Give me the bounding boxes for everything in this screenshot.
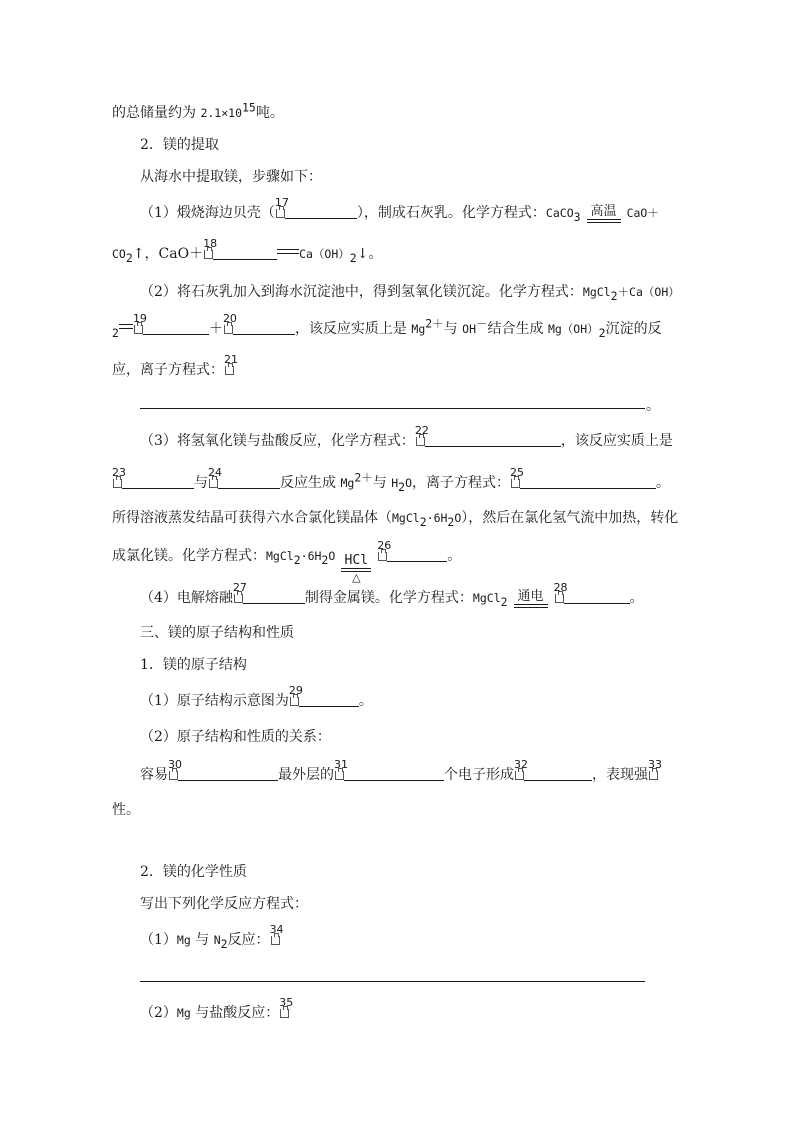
text: 沉淀的反 (605, 321, 662, 337)
subscript: 2 (112, 325, 119, 340)
text: 与 (443, 321, 463, 337)
text: MgCl (582, 285, 611, 299)
subscript: 2 (610, 288, 618, 303)
text-line (112, 353, 238, 380)
answer-blank[interactable] (299, 692, 359, 707)
text: Mg (340, 476, 355, 490)
text: Mg (176, 1006, 191, 1020)
answer-marker (334, 758, 348, 781)
marker-number: 30 (168, 758, 182, 771)
text-line (112, 237, 383, 265)
text-line (140, 894, 308, 914)
text-line (112, 466, 671, 494)
text: Mg（OH） (547, 322, 599, 336)
answer-marker (288, 684, 303, 707)
marker-number: 28 (553, 581, 568, 594)
heat-icon: △ (352, 571, 361, 584)
text: 反应： (227, 932, 270, 948)
text: H (391, 476, 399, 490)
subscript: 2 (349, 250, 357, 265)
marker-box-icon (511, 479, 520, 488)
answer-line[interactable] (140, 981, 645, 982)
marker-number: 23 (112, 466, 126, 479)
text-line (112, 312, 662, 340)
answer-marker (274, 196, 289, 219)
text: （1）煅烧海边贝壳（ (140, 205, 275, 221)
marker-box-icon (209, 479, 218, 488)
marker-box-icon (169, 771, 178, 780)
reaction-arrow (587, 219, 621, 223)
answer-blank[interactable] (233, 320, 295, 335)
section-heading (140, 655, 247, 675)
condition-text: 高温 (590, 204, 617, 219)
marker-box-icon (225, 366, 234, 375)
text-line (140, 727, 331, 747)
text-line (646, 396, 660, 416)
text: 三、镁的原子结构和性质 (140, 625, 294, 641)
answer-blank[interactable] (218, 474, 280, 489)
text: （1） (140, 932, 177, 948)
subscript: 2 (398, 479, 406, 494)
marker-number: 21 (224, 353, 238, 366)
subscript: 2 (293, 552, 301, 567)
text: （2）原子结构和性质的关系： (140, 729, 331, 745)
text-line (140, 282, 680, 302)
text: 应，离子方程式： (112, 362, 224, 378)
text: ·6H (426, 511, 448, 525)
text: 所得溶液蒸发结晶可获得六水合氯化镁晶体（ (112, 510, 392, 526)
text: 2.1×10 (200, 106, 242, 120)
text-line (140, 996, 294, 1023)
text: （4）电解熔融 (140, 590, 233, 606)
text: MgCl (472, 591, 501, 605)
marker-box-icon (335, 771, 344, 780)
text: 。 (447, 548, 462, 564)
subscript: 3 (573, 209, 581, 224)
subscript: 2 (447, 514, 455, 529)
text: 。 (656, 475, 671, 491)
subscript: 2 (419, 514, 427, 529)
text: ，表现强 (592, 767, 648, 783)
text: 容易 (140, 767, 168, 783)
answer-marker (269, 923, 284, 946)
subscript: 2 (321, 552, 329, 567)
marker-number: 34 (269, 923, 284, 936)
text: （1）原子结构示意图为 (140, 693, 289, 709)
text: 与 (372, 475, 392, 491)
marker-number: 32 (514, 758, 528, 771)
text: 结合生成 (487, 321, 548, 337)
answer-marker (648, 758, 662, 781)
marker-number: 27 (232, 581, 247, 594)
answer-blank[interactable] (425, 432, 561, 447)
text: Ca（OH） (299, 247, 350, 261)
text: 。 (358, 693, 373, 709)
text: ＋Ca（OH） (617, 285, 680, 299)
text-line (140, 167, 322, 187)
answer-blank[interactable] (143, 320, 209, 335)
reaction-condition (514, 590, 548, 608)
equals-sign (277, 249, 299, 254)
text: 与盐酸反应： (190, 1005, 280, 1021)
answer-blank[interactable] (520, 474, 656, 489)
marker-number: 25 (510, 466, 525, 479)
answer-marker (232, 581, 247, 604)
text: 最外层的 (278, 767, 334, 783)
text: O (405, 476, 413, 490)
reaction-condition (341, 554, 371, 584)
text: O (454, 511, 462, 525)
section-heading (140, 135, 219, 155)
marker-box-icon (224, 325, 233, 334)
marker-number: 18 (203, 237, 218, 250)
text: ·6H (300, 549, 322, 563)
marker-number: 26 (377, 539, 392, 552)
marker-box-icon (290, 697, 299, 706)
marker-box-icon (555, 594, 564, 603)
answer-marker (168, 758, 182, 781)
marker-box-icon (113, 479, 122, 488)
text: （3）将氢氧化镁与盐酸反应，化学方程式： (140, 433, 415, 449)
text-line (112, 508, 678, 528)
marker-number: 19 (132, 312, 147, 325)
text: N (213, 933, 221, 947)
answer-blank[interactable] (524, 766, 592, 781)
marker-number: 29 (288, 684, 303, 697)
answer-marker (132, 312, 147, 335)
answer-blank[interactable] (122, 474, 194, 489)
section-heading (140, 623, 294, 643)
text: 成氯化镁。化学方程式： (112, 548, 266, 564)
text: MgCl (266, 549, 294, 563)
marker-box-icon (280, 1009, 289, 1018)
text-line (112, 539, 462, 584)
text: 的总储量约为 (112, 105, 201, 121)
answer-blank[interactable] (213, 245, 277, 260)
text: ＋ (208, 321, 223, 337)
subscript: 2 (125, 250, 133, 265)
text: Mg (176, 933, 191, 947)
text: Mg (411, 322, 426, 336)
text-line (140, 581, 644, 609)
text: 2．镁的化学性质 (140, 864, 247, 880)
text-line (112, 100, 284, 123)
text: ，离子方程式： (412, 475, 511, 491)
section-heading (140, 862, 247, 882)
text: MgCl (392, 511, 420, 525)
marker-box-icon (416, 437, 425, 446)
text: CaO＋ (626, 206, 659, 220)
text: ，该反应实质上是 (560, 433, 673, 449)
text: ↓。 (356, 246, 383, 262)
marker-number: 35 (279, 996, 294, 1009)
answer-marker (208, 466, 222, 489)
text: ），然后在氯化氢气流中加热，转化 (461, 510, 679, 526)
text: 性。 (112, 802, 140, 818)
text-line (140, 684, 373, 711)
superscript: － (476, 316, 488, 331)
marker-box-icon (378, 552, 387, 561)
text: 吨。 (255, 105, 284, 121)
marker-number: 31 (334, 758, 348, 771)
marker-box-icon (134, 325, 143, 334)
superscript: 2＋ (354, 470, 373, 485)
answer-blank[interactable] (285, 204, 357, 219)
text: 从海水中提取镁，步骤如下： (140, 169, 322, 185)
text: ，该反应实质上是 (294, 321, 412, 337)
text: 写出下列化学反应方程式： (140, 896, 308, 912)
text: 2．镁的提取 (140, 137, 219, 153)
text: 。 (629, 590, 644, 606)
text: ），制成石灰乳。化学方程式： (356, 205, 546, 221)
text: OH (462, 322, 476, 336)
answer-blank[interactable] (243, 589, 305, 604)
subscript: 2 (220, 936, 228, 951)
answer-marker (279, 996, 294, 1019)
marker-box-icon (649, 771, 658, 780)
answer-marker (553, 581, 568, 604)
text-line (140, 196, 659, 224)
answer-marker (224, 353, 238, 376)
text: CO (112, 247, 126, 261)
text: 个电子形成 (444, 767, 514, 783)
answer-blank[interactable] (564, 589, 630, 604)
text: 。 (646, 398, 660, 414)
marker-number: 33 (648, 758, 662, 771)
text-line (112, 800, 140, 820)
text: 1．镁的原子结构 (140, 657, 247, 673)
text: 反应生成 (280, 475, 341, 491)
text-line (140, 923, 284, 951)
superscript: 15 (242, 100, 256, 115)
marker-number: 24 (208, 466, 222, 479)
condition-text: HCl (344, 553, 369, 568)
text: （2） (140, 1005, 177, 1021)
text: 制得金属镁。化学方程式： (304, 590, 473, 606)
answer-marker (414, 424, 429, 447)
marker-number: 17 (274, 196, 289, 209)
answer-marker (222, 312, 237, 335)
answer-marker (514, 758, 528, 781)
answer-marker (203, 237, 218, 260)
answer-blank[interactable] (178, 766, 278, 781)
text: CaCO (545, 206, 574, 220)
text: 与 (190, 932, 214, 948)
text-line (140, 424, 673, 451)
reaction-arrow (514, 604, 548, 608)
marker-number: 20 (222, 312, 237, 325)
reaction-condition (587, 205, 621, 223)
subscript: 2 (598, 325, 606, 340)
answer-blank[interactable] (344, 766, 444, 781)
marker-box-icon (271, 936, 280, 945)
answer-marker (112, 466, 126, 489)
equals-sign (119, 324, 133, 329)
text: ↑，CaO＋ (132, 246, 204, 262)
text: （2）将石灰乳加入到海水沉淀池中，得到氢氧化镁沉淀。化学方程式： (140, 284, 583, 300)
text: O (328, 549, 336, 563)
superscript: 2＋ (425, 316, 444, 331)
text: 与 (194, 475, 208, 491)
marker-box-icon (234, 594, 243, 603)
marker-box-icon (515, 771, 524, 780)
condition-text: 通电 (517, 589, 544, 604)
answer-line[interactable] (140, 408, 645, 409)
answer-marker (377, 539, 392, 562)
marker-box-icon (204, 250, 213, 259)
marker-number: 22 (414, 424, 429, 437)
answer-blank[interactable] (387, 547, 447, 562)
subscript: 2 (500, 594, 508, 609)
marker-box-icon (276, 209, 285, 218)
text-line (140, 758, 662, 785)
answer-marker (510, 466, 525, 489)
